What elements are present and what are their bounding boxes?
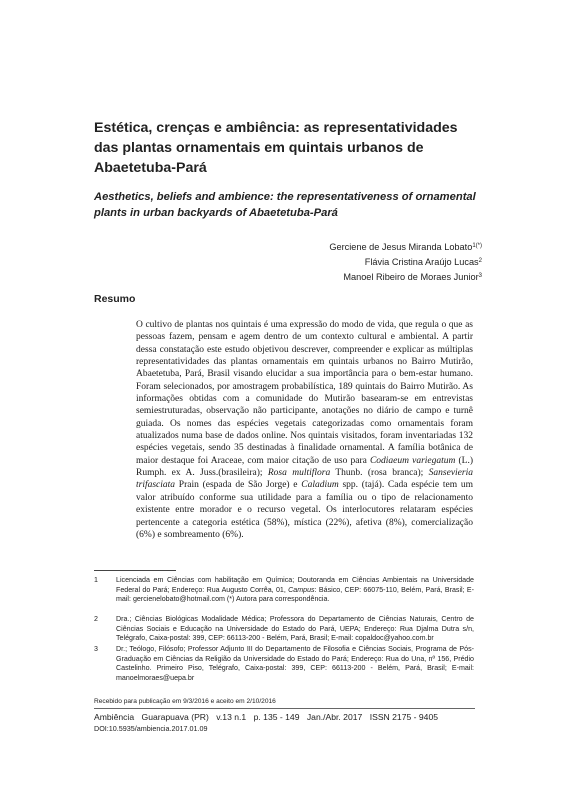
abstract-segment: O cultivo de plantas nos quintais é uma expressão do modo de vida, que regula o que as pessoas fazem, pensam e agem dentro de um contexto cultural e ambiental. A partir dessa constatação este estudo objetivou descrever, compreender e explicar as múltiplas representatividades das plantas ornamentais em quintais urbanos no Bairro Mutirão, Abaetetuba, Pará, Brasil visando elucidar a sua importância para o bem-estar humano. Foram selecionados, por amostragem probabilística, 189 quintais do Bairro Mutirão. As informações obtidas com a comunidade do Mutirão basearam-se em entrevistas semiestruturadas, observação não participante, anotações no diário de campo e turnê guiada. Os nomes das espécies vegetais categorizadas como ornamentais foram atualizados numa base de dados online. Nos quintais visitados, foram inventariadas 132 espécies vegetais, sendo 35 destinadas à finalidade ornamental. A família botânica de maior destaque foi Araceae, com maior citação de uso para (136, 320, 473, 466)
footer-divider (94, 708, 475, 709)
journal-place: Guarapuava (PR) (141, 712, 209, 722)
abstract-text (136, 319, 473, 541)
abstract-segment: Thunb. (rosa branca); (330, 468, 429, 479)
species-name: Rosa multiflora (267, 468, 331, 479)
author-mark: 2 (478, 258, 482, 264)
author-list (329, 239, 482, 284)
footnote-number: 2 (94, 615, 98, 623)
footnote-number: 3 (94, 645, 98, 653)
footnote-3 (94, 645, 474, 683)
footnote-italic: Campus (288, 585, 315, 594)
footnote-text: Dr.; Teólogo, Filósofo; Professor Adjunto III do Departamento de Filosofia e Ciências Sociais, Programa de Pós-Graduação em Ciências da Religião da Universidade do Estado do Pará; Endereço: Rua do Una, nº 156, Prédio Castelinho. Primeiro Piso, Telégrafo, Caixa-postal: 399, CEP: 66113-200 - Belém, Pará, Brasil; E-mail: manoelmoraes@uepa.br (116, 645, 474, 682)
footnote-segment: Licenciada em Ciências com habilitação em Química; Doutoranda em Ciências Ambientais na Universidade Federal do Pará; Endereço: Rua Augusto Corrêa, 01, (116, 576, 474, 594)
author (329, 269, 482, 284)
abstract-segment: Prain (espada de São Jorge) e (175, 480, 302, 491)
author-mark: 1(*) (472, 243, 482, 249)
footnote-segment: : Básico, CEP: 66075-110, Belém, Pará, Brasil; E-mail: gercienelobato@hotmail.com (*) Autora para correspondência. (116, 585, 475, 604)
abstract-segment: spp. (tajá). Cada espécie tem um valor atribuído conforme sua utilidade para a família ou o tipo de relacionamento existente entre morador e o recurso vegetal. Os interlocutores relataram espécies pertencente a categoria estética (58%), mística (22%), afetiva (8%), comercialização (6%) e sombreamento (6%). (136, 480, 473, 540)
journal-name: Ambiência (94, 712, 135, 722)
author-mark: 3 (478, 273, 482, 279)
species-name: Sansevieria trifasciata (136, 468, 473, 491)
footnote-text (116, 576, 474, 605)
author (329, 239, 482, 254)
journal-issn: ISSN 2175 - 9405 (369, 712, 439, 722)
journal-date: Jan./Abr. 2017 (306, 712, 363, 722)
journal-pages: p. 135 - 149 (253, 712, 300, 722)
author-name: Manoel Ribeiro de Moraes Junior (343, 272, 479, 282)
species-name: Codiaeum variegatum (369, 455, 456, 466)
abstract-segment: (L.) Rumph. ex A. Juss.(brasileira); (136, 455, 473, 479)
journal-citation (94, 712, 475, 722)
author (329, 254, 482, 269)
article-title-english: Aesthetics, beliefs and ambience: the representativeness of ornamental plants in urban backyards of Abaetetuba-Pará (94, 191, 476, 219)
footnote-text: Dra.; Ciências Biológicas Modalidade Médica; Professora do Departamento de Ciências Naturais, Centro de Ciências Sociais e Educação na Universidade do Estado do Pará, UEPA; Endereço: Rua Djalma Dutra s/n, Telégrafo, Caixa-postal: 399, CEP: 66113-200 - Belém, Pará, Brasil; E-mail: copaldoc@yahoo.com.br (116, 615, 474, 643)
footnote-1 (94, 576, 474, 605)
author-name: Flávia Cristina Araújo Lucas (364, 257, 479, 267)
article-title: Estética, crenças e ambiência: as representatividades das plantas ornamentais em quintais urbanos de Abaetetuba-Pará (94, 120, 458, 176)
doi: DOI:10.5935/ambiencia.2017.01.09 (94, 724, 208, 733)
footnote-number: 1 (94, 576, 98, 584)
received-note: Recebido para publicação em 9/3/2016 e aceito em 2/10/2016 (94, 698, 276, 705)
journal-volume: v.13 n.1 (216, 712, 247, 722)
abstract-heading: Resumo (94, 293, 136, 305)
footnote-divider (94, 570, 176, 571)
species-name: Caladium (301, 480, 339, 491)
footnote-2 (94, 615, 474, 644)
author-name: Gerciene de Jesus Miranda Lobato (329, 242, 473, 252)
